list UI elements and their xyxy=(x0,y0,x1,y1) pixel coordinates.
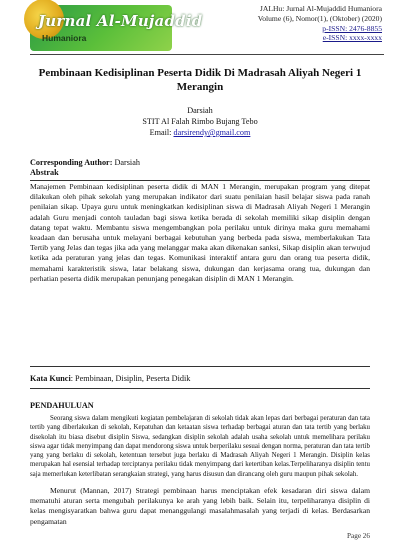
journal-name: JALHu: Jurnal Al-Mujaddid Humaniora xyxy=(259,4,382,13)
page-number: Page 26 xyxy=(347,532,370,540)
abstract-body: Manajemen Pembinaan kedisiplinan peserta didik di MAN 1 Merangin, merupakan program yang ditepat dilakukan oleh pihak sekolah yang merupakan indikator dari suatu penilaian hasil belajar siswa pada ranah penilaian sikap. Upaya guru untuk meningkatkan kedisiplinan siswa di Madrasah Aliyah Negeri 1 Merangin adalah Guru menjadi contoh tauladan bagi siswa ketika berada di sekolah memiliki sikap disiplin dengan datang tepat waktu. Membantu siswa mengembangkan pola perilaku untuk dirinya maka guru memahami keadaan dan berusaha untuk melayani berbagai kebutuhan yang berbeda pada siswa, memberlakukan Tata Tertib yang Jelas dan tegas jika ada yang melanggar maka akan dikenakan sanksi, Sikap disiplin akan terwujud ketika ada peraturan yang jelas dan tegas. Komunikasi interaktif antara guru dan orang tua peserta didik, memahami karakteristik siswa, latar belakang siswa, dukungan dan kerjasama orang tua, dukungan dan perhatian peserta didik merupakan penunjang penegakan disiplin di MAN 1 Merangin. xyxy=(30,182,370,283)
author-email-link[interactable]: darsirendy@gmail.com xyxy=(173,128,251,137)
intro-paragraph-2: Menurut (Mannan, 2017) Strategi pembinaan harus menciptakan efek kesadaran diri siswa dalam mematuhi aturan serta mengubah perilakunya ke arah yang lebih baik. Selain itu, terpeliharanya disiplin di kelas mengisyaratkan bahwa guru dapat menanggulangi masalahmasalah yang terjadi di kelas. Berdasarkan pengamatan xyxy=(30,486,370,526)
journal-info xyxy=(258,4,382,43)
abstract-heading: Abstrak xyxy=(30,168,59,177)
e-issn: e-ISSN: xxxx-xxxx xyxy=(322,33,382,43)
corresponding-name: Darsiah xyxy=(114,158,140,167)
keywords-line xyxy=(30,374,190,385)
logo-title: Jurnal Al-Mujaddid xyxy=(38,12,203,30)
journal-logo xyxy=(30,5,203,51)
intro-paragraph-1: Seorang siswa dalam mengikuti kegiatan pembelajaran di sekolah tidak akan lepas dari berbagai peraturan dan tata tertib yang diberlakukan di sekolah, Kepatuhan dan ketaatan siswa terhadap berbagai aturan dan tata tertib yang berlaku disekolah itu biasa disebut disiplin Siswa, sedangkan disiplin sekolah adalah usaha sekolah untuk memelihara perilaku siswa agar tidak menyimpang dan dapat mendorong siswa untuk berperilaku sesuai dengan norma, peraturan dan tata tertib yang yang berlaku di sekolah, ketentuan tersebut juga berlaku di Madrasah Aliyah Negeri 1 Merangin. Disiplin kelas merupakan hal esensial terhadap terciptanya perilaku tidak menyimpang dari ketertiban kelas.Terpeliharanya disiplin tentu saja memerlukan keterlibatan serangkaian strategi, yang harus disusun dan dirancang oleh guru maupun pihak sekolah. xyxy=(30,415,370,478)
abstract-bottom-rule xyxy=(30,366,370,367)
volume-info: Volume (6), Nomor(1), (Oktober) (2020) xyxy=(257,13,382,23)
p-issn: p-ISSN: 2476-8855 xyxy=(322,23,382,33)
keywords-label: Kata Kunci xyxy=(30,374,71,383)
logo-subtitle: Humaniora xyxy=(42,33,87,43)
header-divider xyxy=(30,54,384,55)
corresponding-author xyxy=(30,158,140,169)
abstract-top-rule xyxy=(30,180,370,181)
author-affiliation: STIT Al Falah Rimbo Bujang Tebo xyxy=(142,117,258,126)
keywords-rule xyxy=(30,388,370,389)
author-email-line xyxy=(30,128,370,139)
author-name: Darsiah xyxy=(187,106,213,115)
article-title: Pembinaan Kedisiplinan Peserta Didik Di Madrasah Aliyah Negeri 1 Merangin xyxy=(38,67,362,93)
corresponding-label: Corresponding Author: xyxy=(30,158,113,167)
email-label: Email: xyxy=(149,128,172,137)
section-heading: PENDAHULUAN xyxy=(30,401,94,410)
keywords-text: : Pembinaan, Disiplin, Peserta Didik xyxy=(70,374,191,383)
